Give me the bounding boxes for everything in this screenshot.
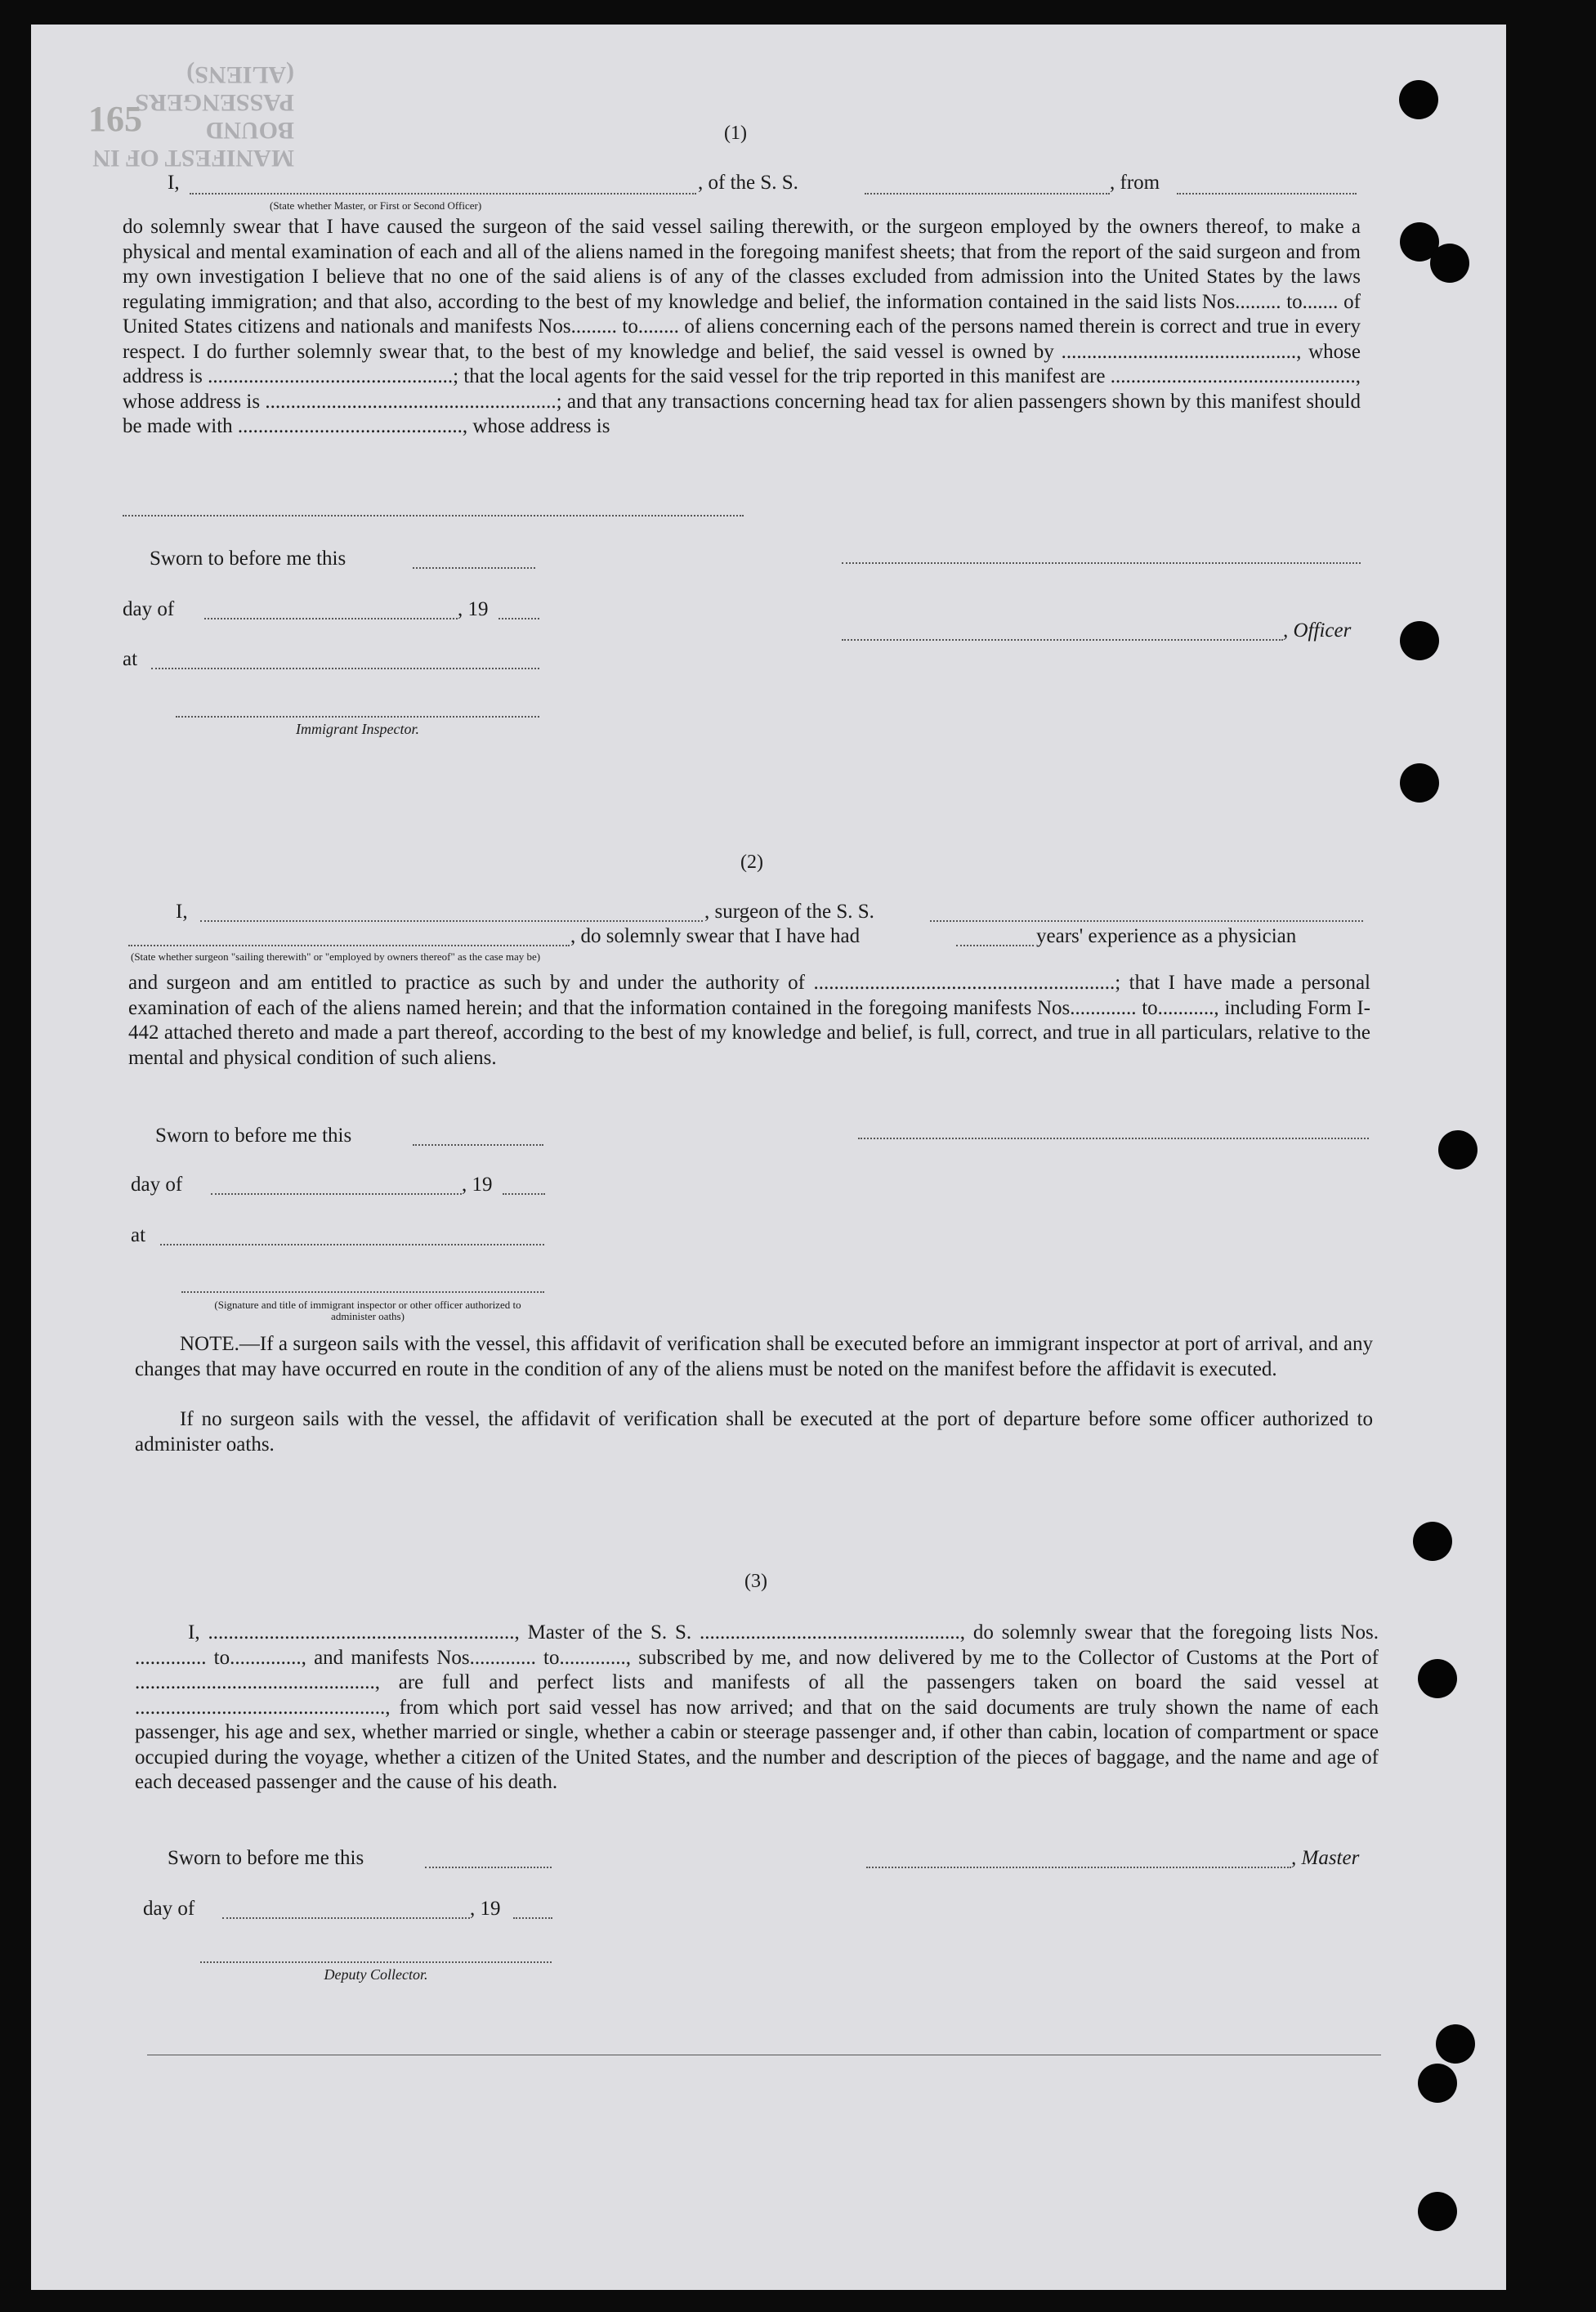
officer-signature-field-2[interactable] xyxy=(181,1291,544,1293)
binder-hole xyxy=(1399,80,1438,119)
master-signature-field[interactable] xyxy=(866,1867,1291,1868)
binder-hole xyxy=(1400,621,1439,660)
section2-note2: If no surgeon sails with the vessel, the affidavit of verification shall be executed at the port of departure before some officer authorized to administer oaths. xyxy=(135,1408,1373,1456)
binder-hole xyxy=(1418,1659,1457,1698)
section2-note: (State whether surgeon "sailing therewith" or "employed by owners thereof" as the case may be) xyxy=(131,950,541,963)
section2-note1: NOTE.—If a surgeon sails with the vessel, this affidavit of verification shall be executed before an immigrant inspector at port of arrival, and any changes that may have occurred en route in the condition of any of the aliens must be noted on the manifest before the affidavit is executed. xyxy=(135,1333,1373,1380)
section3-year: , 19 xyxy=(470,1898,501,1920)
day-field[interactable] xyxy=(204,618,458,619)
signature-field[interactable] xyxy=(842,562,1361,564)
section3-paragraph: I, ............................................................, Master of the S. S. ..................................................., do solemnly swear that the foregoing lists Nos. .............. to.............., and manifests Nos............. to............., subscribed by me, and now delivered by me to the Collector of Customs at the Port of ..............................................., are full and perfect lists and manifests of all the passengers taken on board the said vessel at ................................................., from which port said vessel has now arrived; and that on the said documents are truly shown the name of each passenger, his age and sex, whether married or single, whether a cabin or steerage passenger and, if other than cabin, location of compartment or space occupied during the voyage, whether a citizen of the United States, and the number and description of the pieces of baggage, and the name and age of each deceased passenger and the cause of his death. xyxy=(135,1621,1379,1793)
inspector-signature-field[interactable] xyxy=(176,716,539,718)
sworn-date-field-2[interactable] xyxy=(413,1144,543,1146)
section2-sworn: Sworn to before me this xyxy=(155,1125,352,1147)
surgeon-status-field[interactable] xyxy=(128,945,570,946)
section3-collector: Deputy Collector. xyxy=(324,1966,428,1983)
day-field-3[interactable] xyxy=(222,1917,470,1919)
sworn-date-field-3[interactable] xyxy=(425,1867,552,1868)
place-field[interactable] xyxy=(151,668,539,669)
years-field[interactable] xyxy=(956,945,1034,946)
section3-day-of: day of xyxy=(143,1898,195,1920)
section1-sworn: Sworn to before me this xyxy=(150,548,346,570)
section1-from: , from xyxy=(1110,172,1160,194)
address-field[interactable] xyxy=(123,515,744,517)
day-field-2[interactable] xyxy=(211,1193,462,1195)
binder-hole xyxy=(1418,2064,1457,2103)
collector-signature-field[interactable] xyxy=(200,1961,552,1963)
section1-inspector: Immigrant Inspector. xyxy=(296,721,419,737)
section2-paragraph: and surgeon and am entitled to practice as such by and under the authority of ...........................................................; that I have made a personal examination of each of the aliens named herein; and that the information contained in the foregoing manifests Nos............. to..........., including Form I-442 attached thereto and made a part thereof, according to the best of my knowledge and belief, is full, correct, and true in all particulars, relative to the mental and physical condition of such aliens. xyxy=(128,972,1370,1069)
section1-of-ss: , of the S. S. xyxy=(698,172,798,194)
section1-number: (1) xyxy=(724,123,747,144)
surgeon-name-field[interactable] xyxy=(200,920,703,922)
section2-day-of: day of xyxy=(131,1174,183,1196)
section2-opening: I, xyxy=(176,901,188,923)
section1-paragraph: do solemnly swear that I have caused the surgeon of the said vessel sailing therewith, or the surgeon employed by the owners thereof, to make a physical and mental examination of each and all of the aliens named in the foregoing manifest sheets; that from the report of the said surgeon and from my own investigation I believe that no one of the said aliens is of any of the classes excluded from admission into the United States by the laws regulating immigration; and that also, according to the best of my knowledge and belief, the information contained in the said lists Nos......... to....... of United States citizens and nationals and manifests Nos......... to........ of aliens concerning each of the persons named therein is correct and true in every respect. I do further solemnly swear that, to the best of my knowledge and belief, the said vessel is owned by .............................................., whose address is ................................................; that the local agents for the said vessel for the trip reported in this manifest are ................................................, whose address is .........................................................; and that any transactions concerning head tax for alien passengers shown by this manifest should be made with ............................................, whose address is xyxy=(123,216,1361,437)
section2-sig-note: (Signature and title of immigrant inspector or other officer authorized to administer oaths) xyxy=(214,1299,521,1322)
section1-note: (State whether Master, or First or Second Officer) xyxy=(270,199,482,212)
scan-number: MANIFEST OF IN BOUND PASSENGERS (ALIENS) xyxy=(92,61,294,172)
section1-officer: , Officer xyxy=(1283,619,1352,642)
section2-solemnly: , do solemnly swear that I have had xyxy=(570,925,861,947)
section1-year: , 19 xyxy=(458,598,489,620)
binder-hole xyxy=(1400,763,1439,803)
year-field-2[interactable] xyxy=(503,1193,545,1195)
faded-number: 165 xyxy=(88,99,142,139)
binder-hole xyxy=(1438,1130,1478,1169)
surgeon-vessel-field[interactable] xyxy=(930,920,1363,922)
section2-year: , 19 xyxy=(462,1174,493,1196)
officer-signature-field[interactable] xyxy=(842,639,1283,641)
master-name-field[interactable] xyxy=(190,193,696,195)
vessel-name-field[interactable] xyxy=(865,193,1110,195)
section3-number: (3) xyxy=(744,1571,767,1592)
surgeon-signature-field[interactable] xyxy=(858,1138,1369,1139)
section2-at: at xyxy=(131,1224,146,1246)
binder-hole xyxy=(1436,2024,1475,2064)
section3-sworn: Sworn to before me this xyxy=(168,1847,364,1869)
section2-number: (2) xyxy=(740,852,763,873)
section3-master: , Master xyxy=(1291,1847,1360,1869)
section2-years: years' experience as a physician xyxy=(1036,925,1297,947)
section1-opening: I, xyxy=(168,172,180,194)
year-field-3[interactable] xyxy=(513,1917,552,1919)
section1-day-of: day of xyxy=(123,598,175,620)
year-field[interactable] xyxy=(498,618,539,619)
departure-port-field[interactable] xyxy=(1177,193,1357,195)
binder-hole xyxy=(1430,244,1469,283)
section1-at: at xyxy=(123,648,138,670)
binder-hole xyxy=(1413,1522,1452,1561)
sworn-date-field[interactable] xyxy=(413,567,535,569)
place-field-2[interactable] xyxy=(160,1244,544,1245)
section2-surgeon-of: , surgeon of the S. S. xyxy=(704,901,874,923)
binder-hole xyxy=(1418,2192,1457,2231)
